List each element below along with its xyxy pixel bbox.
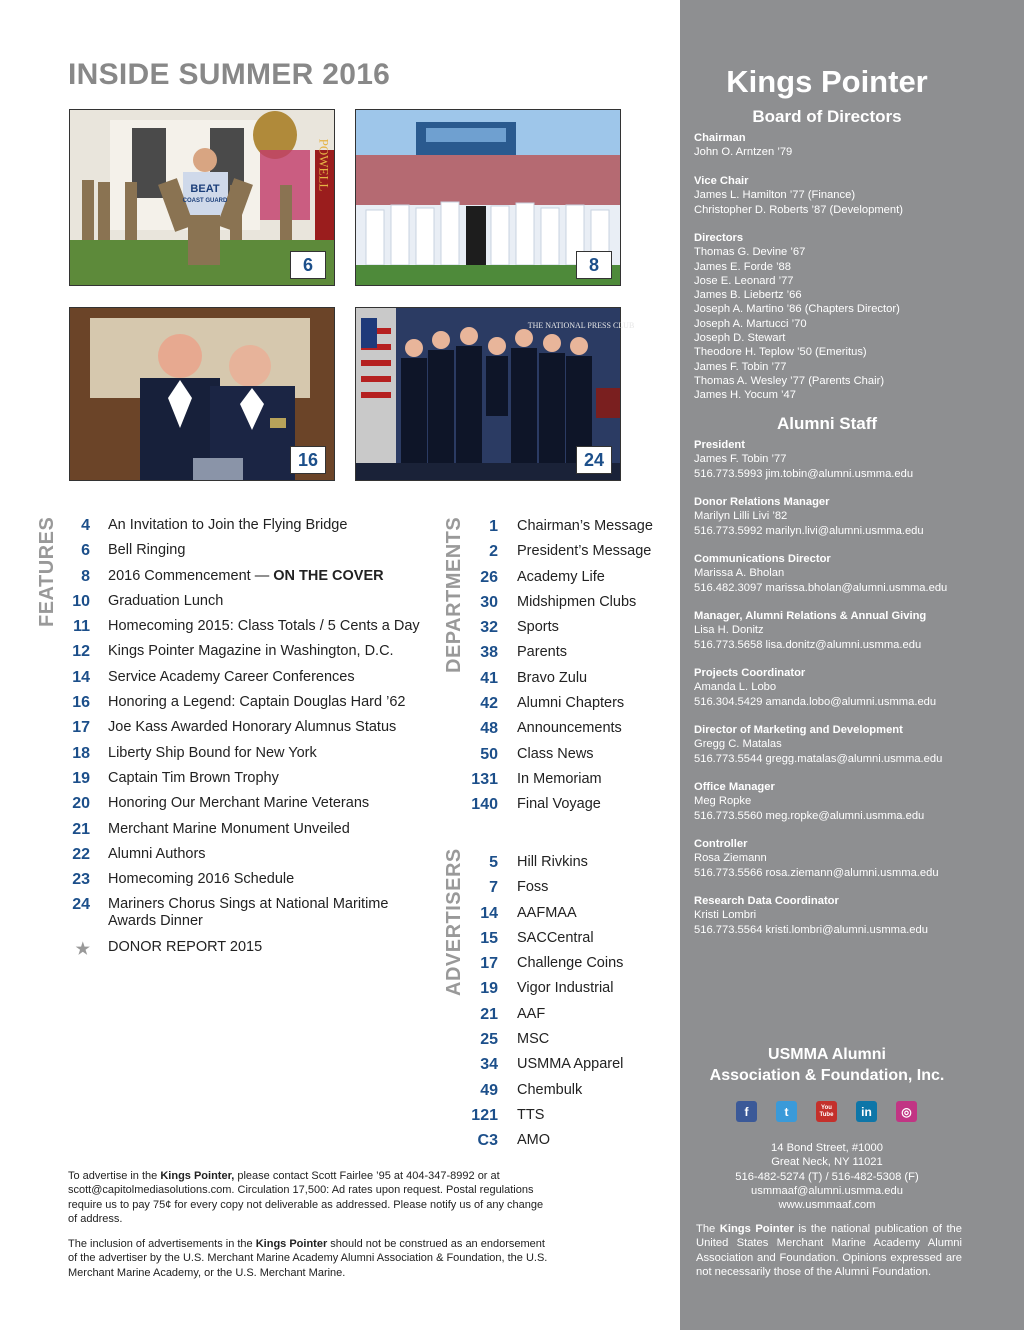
toc-item[interactable]: 30 Midshipmen Clubs [480, 593, 637, 611]
board-heading: Board of Directors [752, 107, 902, 126]
shirt-text-beat: BEAT [190, 183, 220, 195]
toc-item[interactable]: 8 2016 Commencement — ON THE COVER [81, 567, 384, 585]
toc-item[interactable]: 11 Homecoming 2015: Class Totals / 5 Cents a Day [73, 618, 420, 636]
advertisers-list [468, 854, 668, 1158]
staff-entry: Manager, Alumni Relations & Annual Giving Lisa H. Donitz 516.773.5658 lisa.donitz@alumni.usmma.edu [694, 610, 927, 651]
photo-washington-dc[interactable] [355, 307, 635, 481]
toc-item[interactable]: 25 MSC [480, 1031, 550, 1049]
toc-item[interactable]: 20 Honoring Our Merchant Marine Veterans [72, 795, 370, 813]
toc-item[interactable]: 15 SACCentral [480, 929, 594, 947]
features-list [68, 517, 433, 965]
staff-entry: Research Data Coordinator Kristi Lombri 516.773.5564 kristi.lombri@alumni.usmma.edu [694, 895, 928, 936]
photo-commencement[interactable] [355, 109, 621, 286]
photo-page-badge: 8 [576, 251, 612, 279]
twitter-icon[interactable]: t [776, 1101, 797, 1122]
toc-item[interactable]: 14 Service Academy Career Conferences [72, 668, 355, 686]
toc-item[interactable]: 1 Chairman’s Message [489, 518, 653, 535]
press-club-text: THE NATIONAL PRESS CLUB [527, 321, 635, 330]
sign-text: POWELL [316, 138, 332, 192]
board-directors: Directors Thomas G. Devine ’67 James E. Forde ’88 Jose E. Leonard ’77 James B. Liebertz ’66 Joseph A. Martino ’86 (Chapters Director) Joseph A. Martucci ’70 Joseph D. Stewart Theodore H. Teplow ’50 (Emeritus) James F. Tobin ’77 Thomas A. Wesley ’77 (Parents Chair) James H. Yocum ’47 [694, 232, 900, 402]
endorsement-note: The inclusion of advertisements in the Kings Pointer should not be construed as an endorsement of the advertiser by the U.S. Merchant Marine Academy Alumni Association & Foundation, the U.S. Merchant Marine Academy, or the U.S. Merchant Marine. [68, 1238, 548, 1279]
toc-item[interactable]: 21 AAF [480, 1005, 546, 1023]
toc-item[interactable]: 34 USMMA Apparel [480, 1056, 624, 1074]
toc-item[interactable]: 17 Joe Kass Awarded Honorary Alumnus Status [72, 719, 397, 737]
association-name: USMMA Alumni Association & Foundation, Inc. [709, 1046, 945, 1084]
toc-item[interactable]: 22 Alumni Authors [72, 845, 206, 863]
toc-item-donor-report[interactable]: ★ DONOR REPORT 2015 [68, 939, 433, 964]
masthead-sidebar [680, 0, 1024, 1330]
contact-address: 14 Bond Street, #1000 Great Neck, NY 11021 516-482-5274 (T) / 516-482-5308 (F) usmmaaf@alumni.usmma.edu www.usmmaaf.com [680, 1141, 974, 1212]
toc-item[interactable]: 26 Academy Life [480, 568, 605, 586]
photo-captain-douglas-hard[interactable] [69, 307, 335, 481]
toc-item[interactable]: 16 Honoring a Legend: Captain Douglas Hard ’62 [72, 694, 406, 712]
toc-item[interactable]: 4 An Invitation to Join the Flying Bridge [81, 517, 348, 534]
toc-item[interactable]: 140 Final Voyage [471, 796, 601, 814]
toc-item[interactable]: 41 Bravo Zulu [480, 669, 588, 687]
toc-item[interactable]: 12 Kings Pointer Magazine in Washington, D.C. [72, 643, 394, 661]
contact-website[interactable]: www.usmmaaf.com [778, 1199, 876, 1212]
toc-item[interactable]: 19 Captain Tim Brown Trophy [72, 769, 279, 787]
toc-item[interactable]: 6 Bell Ringing [81, 542, 186, 560]
linkedin-icon[interactable]: in [856, 1101, 877, 1122]
page-title: INSIDE SUMMER 2016 [68, 58, 391, 91]
staff-entry: President James F. Tobin ’77 516.773.5993 jim.tobin@alumni.usmma.edu [694, 439, 914, 480]
staff-entry: Donor Relations Manager Marilyn Lilli Livi ’82 516.773.5992 marilyn.livi@alumni.usmma.edu [694, 496, 924, 537]
toc-item[interactable]: 32 Sports [480, 619, 559, 637]
toc-item[interactable]: C3 AMO [477, 1132, 551, 1150]
toc-item[interactable]: 5 Hill Rivkins [489, 854, 588, 871]
toc-item[interactable]: 42 Alumni Chapters [480, 695, 625, 713]
toc-item[interactable]: 14 AAFMAA [480, 904, 577, 922]
features-label: FEATURES [36, 516, 58, 627]
photo-page-badge: 6 [290, 251, 326, 279]
staff-entry: Projects Coordinator Amanda L. Lobo 516.304.5429 amanda.lobo@alumni.usmma.edu [694, 667, 937, 708]
publication-disclaimer: The Kings Pointer is the national publication of the United States Merchant Marine Academy Alumni Association and Foundation. Opinions expressed are not necessarily those of the Alumni Foundation. [696, 1223, 962, 1278]
contact-email[interactable]: usmmaaf@alumni.usmma.edu [751, 1184, 903, 1197]
staff-heading: Alumni Staff [776, 414, 878, 433]
shirt-text-coast-guard: COAST GUARD [182, 198, 228, 204]
youtube-icon[interactable]: You Tube [816, 1101, 837, 1122]
staff-entry: Communications Director Marissa A. Bholan 516.482.3097 marissa.bholan@alumni.usmma.edu [694, 553, 948, 594]
board-chairman: Chairman John O. Arntzen ’79 [694, 132, 793, 159]
toc-item[interactable]: 2 President’s Message [489, 543, 652, 561]
toc-item[interactable]: 7 Foss [489, 879, 549, 897]
toc-item[interactable]: 49 Chembulk [480, 1081, 583, 1099]
toc-item[interactable]: 24 Mariners Chorus Sings at National Maritime Awards Dinner [72, 896, 389, 930]
toc-item[interactable]: 19 Vigor Industrial [480, 980, 614, 998]
facebook-icon[interactable]: f [736, 1101, 757, 1122]
departments-label: DEPARTMENTS [443, 516, 465, 673]
advertising-note: To advertise in the Kings Pointer, please contact Scott Fairlee ’95 at 404-347-8992 or at scott@capitolmediasolutions.com. Circulation 17,500: Ad rates upon request. Postal regulations require us to pay 75¢ for every copy not deliverable as addressed. Please notify us of any change of address. [68, 1170, 544, 1225]
toc-item[interactable]: 121 TTS [471, 1106, 545, 1124]
toc-item[interactable]: 21 Merchant Marine Monument Unveiled [72, 820, 350, 838]
photo-page-badge: 16 [290, 446, 326, 474]
board-vice-chair: Vice Chair James L. Hamilton ’77 (Finance) Christopher D. Roberts ’87 (Development) [694, 175, 903, 216]
masthead-title: Kings Pointer [726, 64, 928, 99]
toc-item[interactable]: 131 In Memoriam [471, 770, 602, 788]
toc-item[interactable]: 38 Parents [480, 644, 567, 662]
toc-item[interactable]: 23 Homecoming 2016 Schedule [72, 871, 295, 889]
staff-entry: Controller Rosa Ziemann 516.773.5566 rosa.ziemann@alumni.usmma.edu [694, 838, 939, 879]
staff-entry: Office Manager Meg Ropke 516.773.5560 meg.ropke@alumni.usmma.edu [694, 781, 925, 822]
star-icon: ★ [75, 941, 90, 959]
toc-item[interactable]: 17 Challenge Coins [480, 955, 624, 973]
toc-item[interactable]: 48 Announcements [480, 720, 622, 738]
toc-item[interactable]: 10 Graduation Lunch [72, 592, 224, 610]
toc-item[interactable]: 18 Liberty Ship Bound for New York [72, 744, 317, 762]
social-links [736, 1101, 917, 1122]
departments-list [468, 518, 668, 822]
staff-entry: Director of Marketing and Development Gregg C. Matalas 516.773.5544 gregg.matalas@alumni.usmma.edu [694, 724, 943, 765]
advertisers-label: ADVERTISERS [443, 848, 465, 996]
photo-page-badge: 24 [576, 446, 612, 474]
photo-bell-ringing[interactable] [69, 109, 335, 286]
toc-item[interactable]: 50 Class News [480, 745, 594, 763]
instagram-icon[interactable]: ◎ [896, 1101, 917, 1122]
